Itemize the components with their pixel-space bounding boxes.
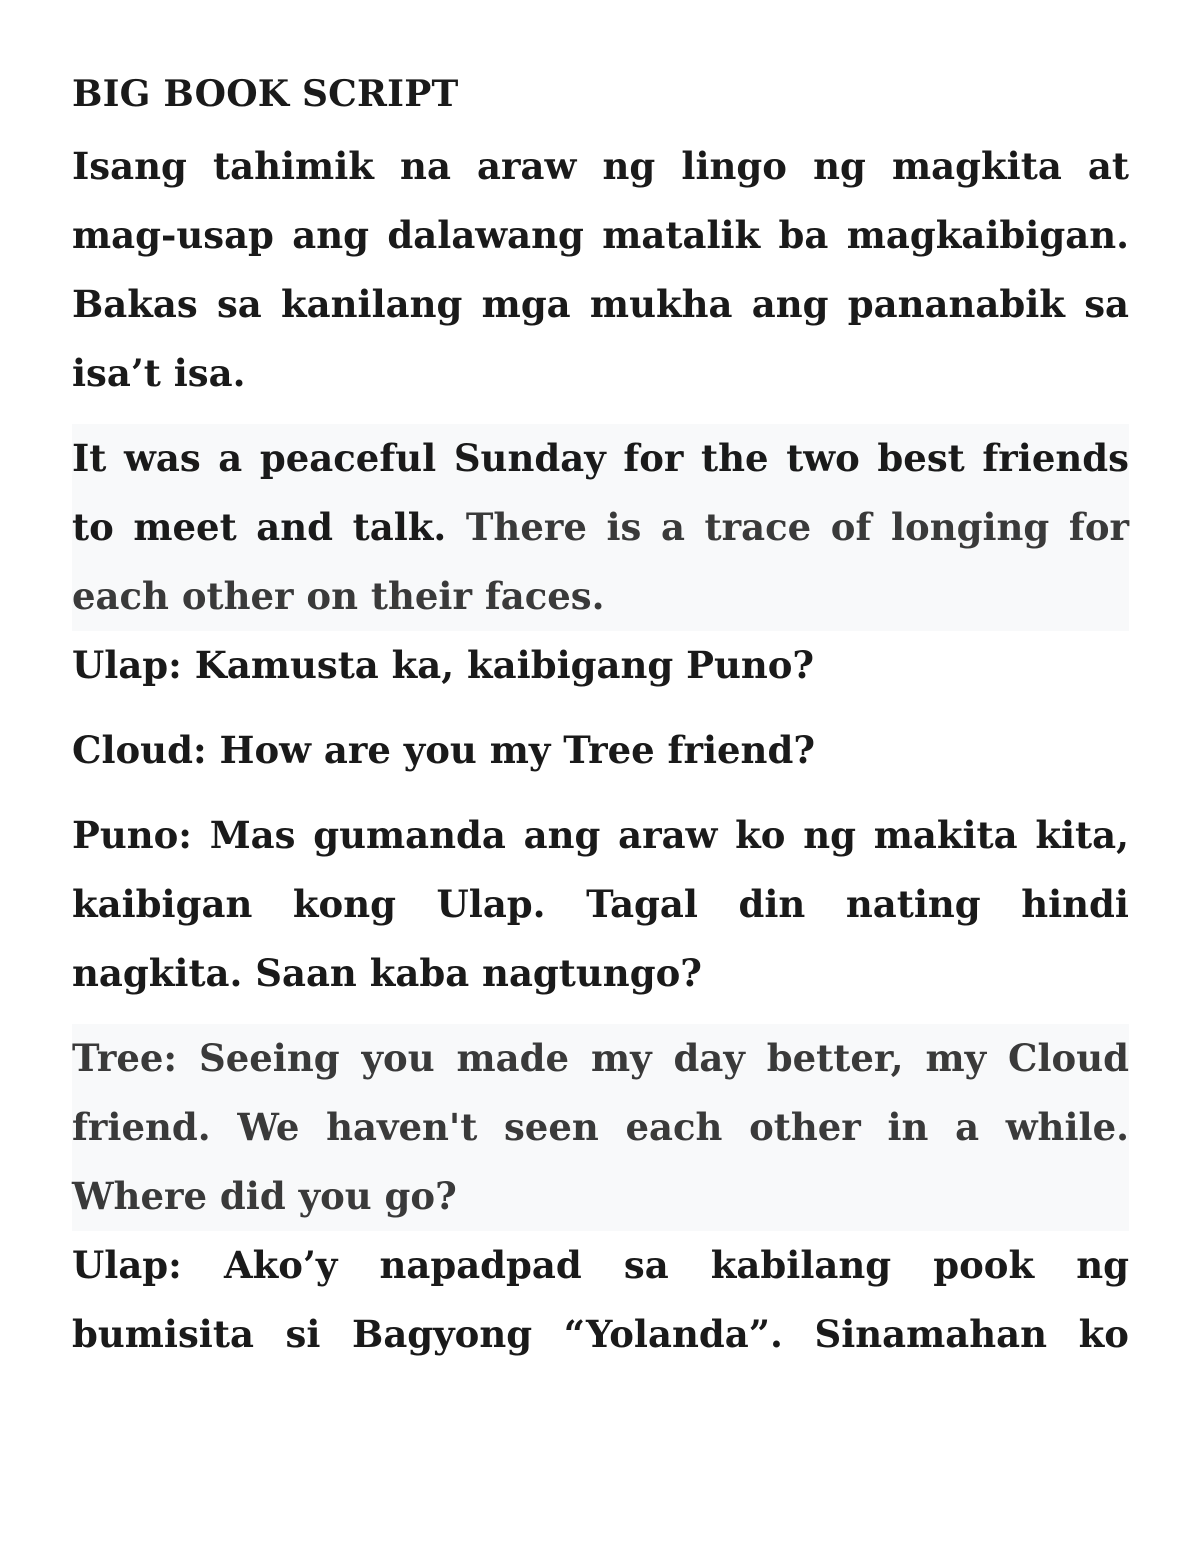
document-page bbox=[72, 68, 1129, 1369]
intro-english-sentence-1: It was a peaceful Sunday for the two best friends to meet and talk. bbox=[72, 436, 1129, 549]
document-title: BIG BOOK SCRIPT bbox=[72, 73, 459, 115]
intro-english-paragraph bbox=[72, 424, 1129, 631]
dialogue-puno-1: Puno: Mas gumanda ang araw ko ng makita kita, kaibigan kong Ulap. Tagal din nating hindi nagkita. Saan kaba nagtungo? bbox=[72, 813, 1129, 995]
dialogue-ulap-1: Ulap: Kamusta ka, kaibigang Puno? bbox=[72, 643, 815, 687]
dialogue-cloud-1: Cloud: How are you my Tree friend? bbox=[72, 728, 815, 772]
intro-filipino-paragraph: Isang tahimik na araw ng lingo ng magkita at mag-usap ang dalawang matalik ba magkaibigan. Bakas sa kanilang mga mukha ang pananabik sa isa’t isa. bbox=[72, 144, 1129, 395]
dialogue-tree-1: Tree: Seeing you made my day better, my Cloud friend. We haven't seen each other in a while. Where did you go? bbox=[72, 1024, 1129, 1231]
intro-english-sentence-2: There is a trace of longing for each other on their faces. bbox=[72, 505, 1129, 618]
dialogue-ulap-2: Ulap: Ako’y napadpad sa kabilang pook ng bumisita si Bagyong “Yolanda”. Sinamahan ko bbox=[72, 1243, 1129, 1356]
